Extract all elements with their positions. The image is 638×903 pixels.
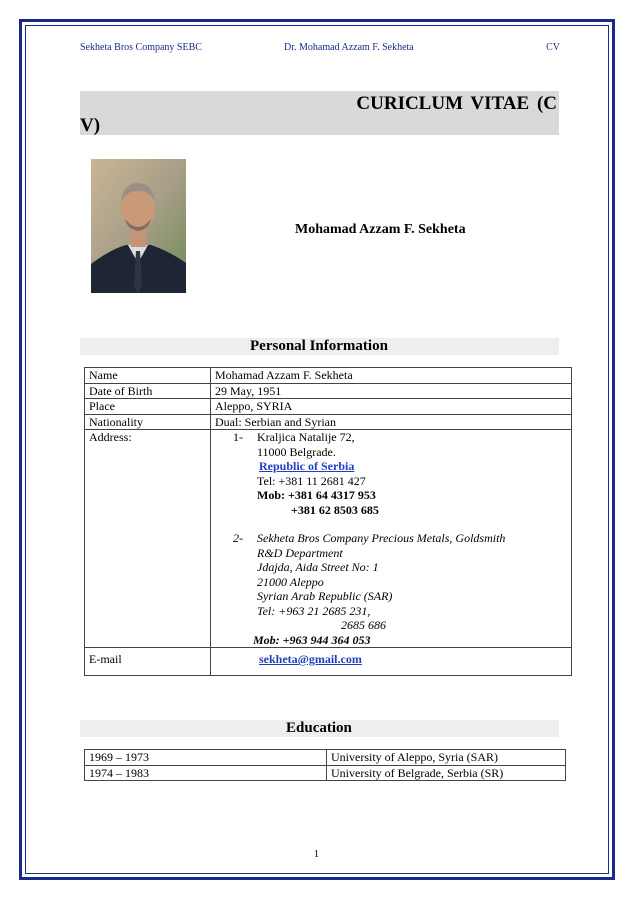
table-row — [85, 414, 572, 430]
address-2-country: Syrian Arab Republic (SAR) — [257, 589, 393, 603]
header-author: Dr. Mohamad Azzam F. Sekheta — [284, 42, 414, 53]
email-link[interactable]: sekheta@gmail.com — [259, 652, 362, 666]
header-company: Sekheta Bros Company SEBC — [80, 42, 202, 53]
person-name: Mohamad Azzam F. Sekheta — [295, 222, 466, 237]
address-2-tel: Tel: +963 21 2685 231, — [257, 603, 371, 618]
table-row — [85, 750, 566, 766]
address-2-mob: Mob: +963 944 364 053 — [253, 632, 371, 647]
address-1-tel: Tel: +381 11 2681 427 — [257, 473, 366, 488]
row-value: Dual: Serbian and Syrian — [211, 414, 572, 430]
row-value: 29 May, 1951 — [211, 383, 572, 399]
address-2 — [215, 531, 567, 647]
education-place: University of Belgrade, Serbia (SR) — [327, 765, 566, 781]
education-years: 1974 – 1983 — [85, 765, 327, 781]
address-2-number: 2- — [233, 531, 243, 545]
row-label: Place — [85, 399, 211, 415]
header-doc-type: CV — [546, 42, 560, 53]
table-row — [85, 765, 566, 781]
address-1-city: 11000 Belgrade. — [257, 444, 336, 459]
address-value — [211, 430, 572, 648]
document-title: CURICLUM VITAE (C — [356, 93, 557, 114]
address-1 — [215, 430, 567, 517]
address-2-city: 21000 Aleppo — [257, 574, 324, 589]
email-label: E-mail — [85, 648, 211, 676]
education-table — [84, 749, 566, 781]
row-label: Nationality — [85, 414, 211, 430]
table-row — [85, 430, 572, 648]
personal-info-heading: Personal Information — [250, 338, 388, 354]
education-place: University of Aleppo, Syria (SAR) — [327, 750, 566, 766]
email-cell — [211, 648, 572, 676]
personal-info-table — [84, 367, 572, 676]
row-label: Date of Birth — [85, 383, 211, 399]
address-2-tel-2: 2685 686 — [341, 618, 386, 632]
table-row — [85, 399, 572, 415]
profile-photo — [91, 159, 186, 293]
address-label: Address: — [85, 430, 211, 648]
row-label: Name — [85, 368, 211, 384]
address-1-mob-2: +381 62 8503 685 — [291, 502, 379, 517]
table-row — [85, 383, 572, 399]
page-header — [80, 42, 560, 56]
address-2-company: Sekheta Bros Company Precious Metals, Goldsmith — [257, 531, 506, 545]
education-years: 1969 – 1973 — [85, 750, 327, 766]
address-1-number: 1- — [233, 430, 243, 444]
education-heading: Education — [286, 720, 352, 736]
page-number: 1 — [314, 849, 319, 860]
address-1-mob: Mob: +381 64 4317 953 — [257, 488, 376, 502]
address-2-street: Jdajda, Aida Street No: 1 — [257, 560, 379, 574]
document-title-wrap: V) — [80, 115, 101, 136]
address-2-dept: R&D Department — [257, 545, 343, 560]
address-1-country-link[interactable]: Republic of Serbia — [259, 459, 355, 473]
title-band — [80, 91, 559, 135]
row-value: Aleppo, SYRIA — [211, 399, 572, 415]
table-row — [85, 648, 572, 676]
table-row — [85, 368, 572, 384]
address-1-street: Kraljica Natalije 72, — [257, 430, 355, 444]
row-value: Mohamad Azzam F. Sekheta — [211, 368, 572, 384]
